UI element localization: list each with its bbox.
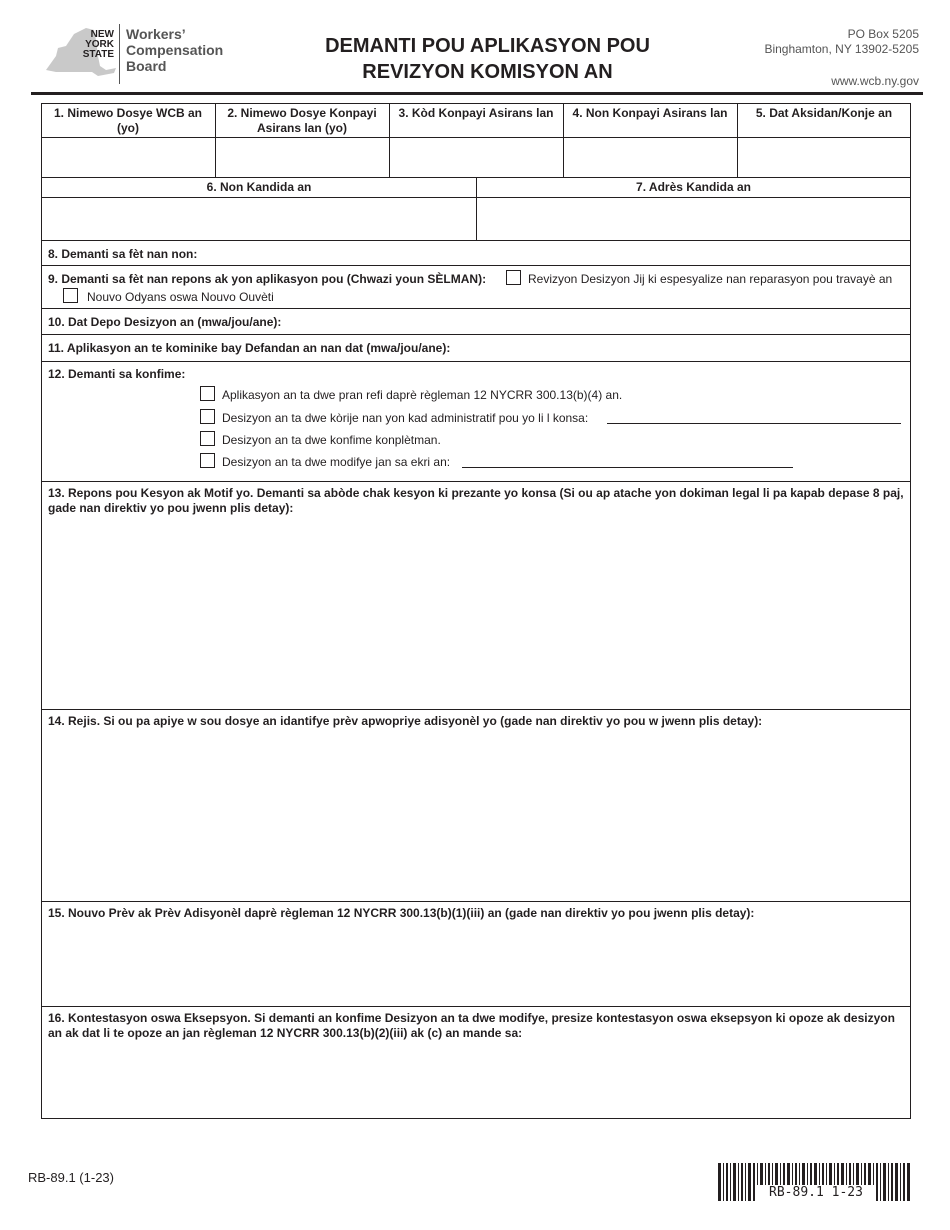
logo-board-line3: Board	[126, 58, 167, 74]
q9-option2-label: Nouvo Odyans oswa Nouvo Ouvèti	[87, 290, 274, 304]
q16-response-area[interactable]	[46, 1044, 906, 1114]
q9-option1-checkbox[interactable]	[506, 270, 521, 285]
q14-label: 14. Rejis. Si ou pa apiye w sou dosye an idantifye prèv apwopriye adisyonèl yo (gade nan direktiv yo pou w jwenn plis detay):	[48, 714, 763, 728]
claimant-address-label: 7. Adrès Kandida an	[636, 180, 751, 194]
accident-date-field[interactable]	[738, 138, 910, 176]
claimant-address-field[interactable]	[477, 198, 910, 239]
carrier-case-number-field[interactable]	[216, 138, 388, 176]
accident-date-label: 5. Dat Aksidan/Konje an	[755, 106, 893, 120]
carrier-name-field[interactable]	[564, 138, 736, 176]
q8-label: 8. Demanti sa fèt nan non:	[48, 247, 198, 261]
form-title-line2: REVIZYON KOMISYON AN	[362, 61, 613, 83]
q12-option3-checkbox[interactable]	[200, 431, 215, 446]
carrier-name-label: 4. Non Konpayi Asirans lan	[572, 106, 728, 120]
q12-option2-label: Desizyon an ta dwe kòrije nan yon kad administratif pou yo li l konsa:	[222, 411, 589, 425]
q9-label: 9. Demanti sa fèt nan repons ak yon aplikasyon pou (Chwazi youn SÈLMAN):	[48, 272, 487, 286]
q9-option2-checkbox[interactable]	[63, 288, 78, 303]
q15-response-area[interactable]	[46, 924, 906, 1002]
q12-option2-checkbox[interactable]	[200, 409, 215, 424]
q8-field[interactable]	[220, 243, 906, 263]
barcode	[718, 1163, 911, 1201]
nys-logo	[36, 24, 236, 86]
barcode-text: RB-89.1 1-23	[769, 1185, 863, 1200]
carrier-code-label: 3. Kòd Konpayi Asirans lan	[398, 106, 554, 120]
q12-label: 12. Demanti sa konfime:	[48, 367, 186, 381]
website-link[interactable]: www.wcb.ny.gov	[831, 74, 919, 88]
q11-label: 11. Aplikasyon an te kominike bay Defandan an nan dat (mwa/jou/ane):	[48, 341, 451, 355]
logo-board-line1: Workers’	[126, 26, 186, 42]
q9-option1-label: Revizyon Desizyon Jij ki espesyalize nan reparasyon pou travayè an	[528, 272, 893, 286]
mailing-address	[764, 27, 919, 57]
wcb-case-number-label: 1. Nimewo Dosye WCB an (yo)	[53, 106, 203, 135]
carrier-case-number-label: 2. Nimewo Dosye Konpayi Asirans lan (yo)	[227, 106, 377, 135]
q12-option4-label: Desizyon an ta dwe modifye jan sa ekri an:	[222, 455, 451, 469]
form-id: RB-89.1 (1-23)	[28, 1170, 114, 1185]
q16-label: 16. Kontestasyon oswa Eksepsyon. Si demanti an konfime Desizyon an ta dwe modifye, presize kontestasyon oswa eksepsyon ki opoze ak desizyon an ak dat li te opoze an jan règleman 12 NYCRR 300.13(b)(2)(iii) ak (c) an mande sa:	[48, 1011, 895, 1040]
address-line1: PO Box 5205	[847, 27, 919, 41]
address-line2: Binghamton, NY 13902-5205	[764, 42, 919, 56]
q12-option4-blank[interactable]	[462, 456, 793, 468]
claimant-name-field[interactable]	[42, 198, 475, 239]
q13-response-area[interactable]	[46, 518, 906, 706]
carrier-code-field[interactable]	[390, 138, 562, 176]
logo-board-line2: Compensation	[126, 42, 224, 58]
q12-option2-blank[interactable]	[607, 412, 901, 424]
q12-option4-checkbox[interactable]	[200, 453, 215, 468]
form-title-line1: DEMANTI POU APLIKASYON POU	[325, 35, 650, 57]
q13-label: 13. Repons pou Kesyon ak Motif yo. Demanti sa abòde chak kesyon ki prezante yo konsa (Si ou ap atache yon dokiman legal li pa kapab depase 8 paj, gade nan direktiv yo pou jwenn plis detay):	[48, 486, 904, 515]
logo-state-line2: YORK	[85, 39, 114, 50]
q15-label: 15. Nouvo Prèv ak Prèv Adisyonèl daprè règleman 12 NYCRR 300.13(b)(1)(iii) an (gade nan direktiv yo pou jwenn plis detay):	[48, 906, 755, 920]
form-title	[300, 33, 675, 85]
logo-state-line1: NEW	[90, 29, 114, 40]
q12-option1-label: Aplikasyon an ta dwe pran refi daprè règleman 12 NYCRR 300.13(b)(4) an.	[222, 388, 623, 402]
header-divider	[31, 92, 923, 95]
q14-response-area[interactable]	[46, 733, 906, 898]
q10-label: 10. Dat Depo Desizyon an (mwa/jou/ane):	[48, 315, 282, 329]
logo-state-line3: STATE	[82, 49, 114, 60]
q10-field[interactable]	[300, 311, 906, 331]
q12-option3-label: Desizyon an ta dwe konfime konplètman.	[222, 433, 441, 447]
wcb-case-number-field[interactable]	[42, 138, 214, 176]
q11-field[interactable]	[470, 337, 906, 357]
claimant-name-label: 6. Non Kandida an	[206, 180, 312, 194]
q12-option1-checkbox[interactable]	[200, 386, 215, 401]
